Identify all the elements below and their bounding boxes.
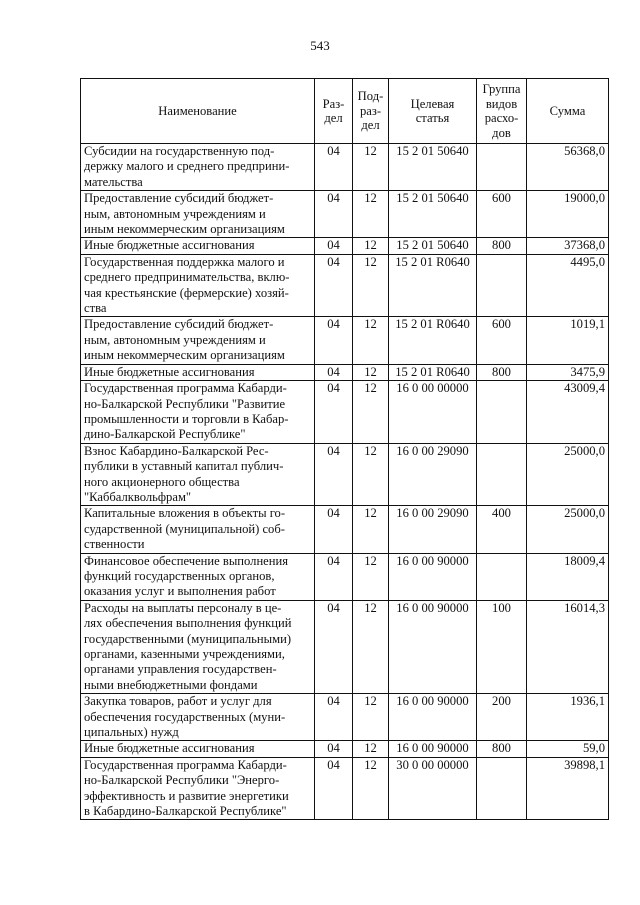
row-section: 04 xyxy=(315,144,353,191)
row-amount: 1019,1 xyxy=(527,317,609,364)
row-expense-group: 200 xyxy=(477,694,527,741)
row-target-article: 15 2 01 R0640 xyxy=(389,317,477,364)
row-expense-group: 800 xyxy=(477,741,527,757)
row-subsection: 12 xyxy=(353,741,389,757)
table-row xyxy=(81,506,609,553)
row-expense-group: 600 xyxy=(477,191,527,238)
row-target-article: 15 2 01 R0640 xyxy=(389,364,477,380)
header-section: Раз- дел xyxy=(315,79,353,144)
row-subsection: 12 xyxy=(353,600,389,693)
row-amount: 56368,0 xyxy=(527,144,609,191)
table-row xyxy=(81,144,609,191)
row-name: Государственная программа Кабарди- но-Балкарской Республики "Энерго- эффективность и развитие энергетики в Кабардино-Балкарской Республике" xyxy=(81,757,315,820)
row-section: 04 xyxy=(315,317,353,364)
row-section: 04 xyxy=(315,506,353,553)
row-section: 04 xyxy=(315,238,353,254)
row-amount: 1936,1 xyxy=(527,694,609,741)
row-subsection: 12 xyxy=(353,553,389,600)
row-target-article: 15 2 01 50640 xyxy=(389,191,477,238)
header-amount: Сумма xyxy=(527,79,609,144)
row-name: Предоставление субсидий бюджет- ным, автономным учреждениям и иным некоммерческим организациям xyxy=(81,191,315,238)
row-expense-group: 800 xyxy=(477,364,527,380)
row-section: 04 xyxy=(315,191,353,238)
row-subsection: 12 xyxy=(353,144,389,191)
row-target-article: 15 2 01 50640 xyxy=(389,144,477,191)
row-amount: 43009,4 xyxy=(527,381,609,444)
row-section: 04 xyxy=(315,553,353,600)
table-row xyxy=(81,364,609,380)
table-row xyxy=(81,191,609,238)
row-subsection: 12 xyxy=(353,694,389,741)
row-expense-group xyxy=(477,381,527,444)
row-name: Закупка товаров, работ и услуг для обеспечения государственных (муни- ципальных) нужд xyxy=(81,694,315,741)
row-target-article: 15 2 01 50640 xyxy=(389,238,477,254)
row-section: 04 xyxy=(315,694,353,741)
row-target-article: 16 0 00 90000 xyxy=(389,600,477,693)
row-amount: 19000,0 xyxy=(527,191,609,238)
table-row xyxy=(81,443,609,506)
table-row xyxy=(81,381,609,444)
row-name: Расходы на выплаты персоналу в це- лях обеспечения выполнения функций государственными (муниципальными) органами, казенными учреждениями, органами управления государствен- ными внебюджетными фондами xyxy=(81,600,315,693)
row-amount: 3475,9 xyxy=(527,364,609,380)
row-expense-group: 800 xyxy=(477,238,527,254)
row-target-article: 15 2 01 R0640 xyxy=(389,254,477,317)
row-name: Предоставление субсидий бюджет- ным, автономным учреждениям и иным некоммерческим организациям xyxy=(81,317,315,364)
row-name: Государственная поддержка малого и среднего предпринимательства, вклю- чая крестьянские (фермерские) хозяй- ства xyxy=(81,254,315,317)
header-name: Наименование xyxy=(81,79,315,144)
table-header-row xyxy=(81,79,609,144)
header-target-article: Целевая статья xyxy=(389,79,477,144)
row-section: 04 xyxy=(315,254,353,317)
row-subsection: 12 xyxy=(353,506,389,553)
row-subsection: 12 xyxy=(353,364,389,380)
row-expense-group xyxy=(477,443,527,506)
row-section: 04 xyxy=(315,741,353,757)
table-row xyxy=(81,741,609,757)
row-name: Капитальные вложения в объекты го- сударственной (муниципальной) соб- ственности xyxy=(81,506,315,553)
row-expense-group xyxy=(477,553,527,600)
header-expense-group: Группа видов расхо- дов xyxy=(477,79,527,144)
row-name: Финансовое обеспечение выполнения функций государственных органов, оказания услуг и выполнения работ xyxy=(81,553,315,600)
row-name: Взнос Кабардино-Балкарской Рес- публики в уставный капитал публич- ного акционерного общества "Каббалквольфрам" xyxy=(81,443,315,506)
row-name: Государственная программа Кабарди- но-Балкарской Республики "Развитие промышленности и торговли в Кабар- дино-Балкарской Республике" xyxy=(81,381,315,444)
row-name: Иные бюджетные ассигнования xyxy=(81,238,315,254)
row-name: Субсидии на государственную под- держку малого и среднего предприни- мательства xyxy=(81,144,315,191)
row-expense-group xyxy=(477,254,527,317)
table-row xyxy=(81,238,609,254)
row-section: 04 xyxy=(315,757,353,820)
row-target-article: 16 0 00 90000 xyxy=(389,694,477,741)
row-amount: 18009,4 xyxy=(527,553,609,600)
row-amount: 25000,0 xyxy=(527,443,609,506)
row-section: 04 xyxy=(315,600,353,693)
row-target-article: 16 0 00 00000 xyxy=(389,381,477,444)
row-section: 04 xyxy=(315,443,353,506)
row-expense-group: 600 xyxy=(477,317,527,364)
budget-table xyxy=(80,78,609,820)
row-name: Иные бюджетные ассигнования xyxy=(81,364,315,380)
row-section: 04 xyxy=(315,381,353,444)
row-expense-group xyxy=(477,144,527,191)
row-target-article: 16 0 00 29090 xyxy=(389,443,477,506)
row-amount: 4495,0 xyxy=(527,254,609,317)
row-section: 04 xyxy=(315,364,353,380)
table-row xyxy=(81,694,609,741)
row-subsection: 12 xyxy=(353,238,389,254)
row-expense-group: 100 xyxy=(477,600,527,693)
row-target-article: 30 0 00 00000 xyxy=(389,757,477,820)
row-amount: 37368,0 xyxy=(527,238,609,254)
table-row xyxy=(81,317,609,364)
row-target-article: 16 0 00 29090 xyxy=(389,506,477,553)
row-amount: 16014,3 xyxy=(527,600,609,693)
row-target-article: 16 0 00 90000 xyxy=(389,553,477,600)
row-name: Иные бюджетные ассигнования xyxy=(81,741,315,757)
header-subsection: Под- раз- дел xyxy=(353,79,389,144)
table-row xyxy=(81,600,609,693)
table-row xyxy=(81,757,609,820)
row-subsection: 12 xyxy=(353,254,389,317)
row-subsection: 12 xyxy=(353,191,389,238)
row-subsection: 12 xyxy=(353,317,389,364)
row-subsection: 12 xyxy=(353,757,389,820)
row-amount: 25000,0 xyxy=(527,506,609,553)
row-amount: 39898,1 xyxy=(527,757,609,820)
row-amount: 59,0 xyxy=(527,741,609,757)
row-expense-group xyxy=(477,757,527,820)
table-row xyxy=(81,254,609,317)
row-subsection: 12 xyxy=(353,381,389,444)
row-expense-group: 400 xyxy=(477,506,527,553)
row-target-article: 16 0 00 90000 xyxy=(389,741,477,757)
row-subsection: 12 xyxy=(353,443,389,506)
table-row xyxy=(81,553,609,600)
page-number: 543 xyxy=(310,38,330,53)
